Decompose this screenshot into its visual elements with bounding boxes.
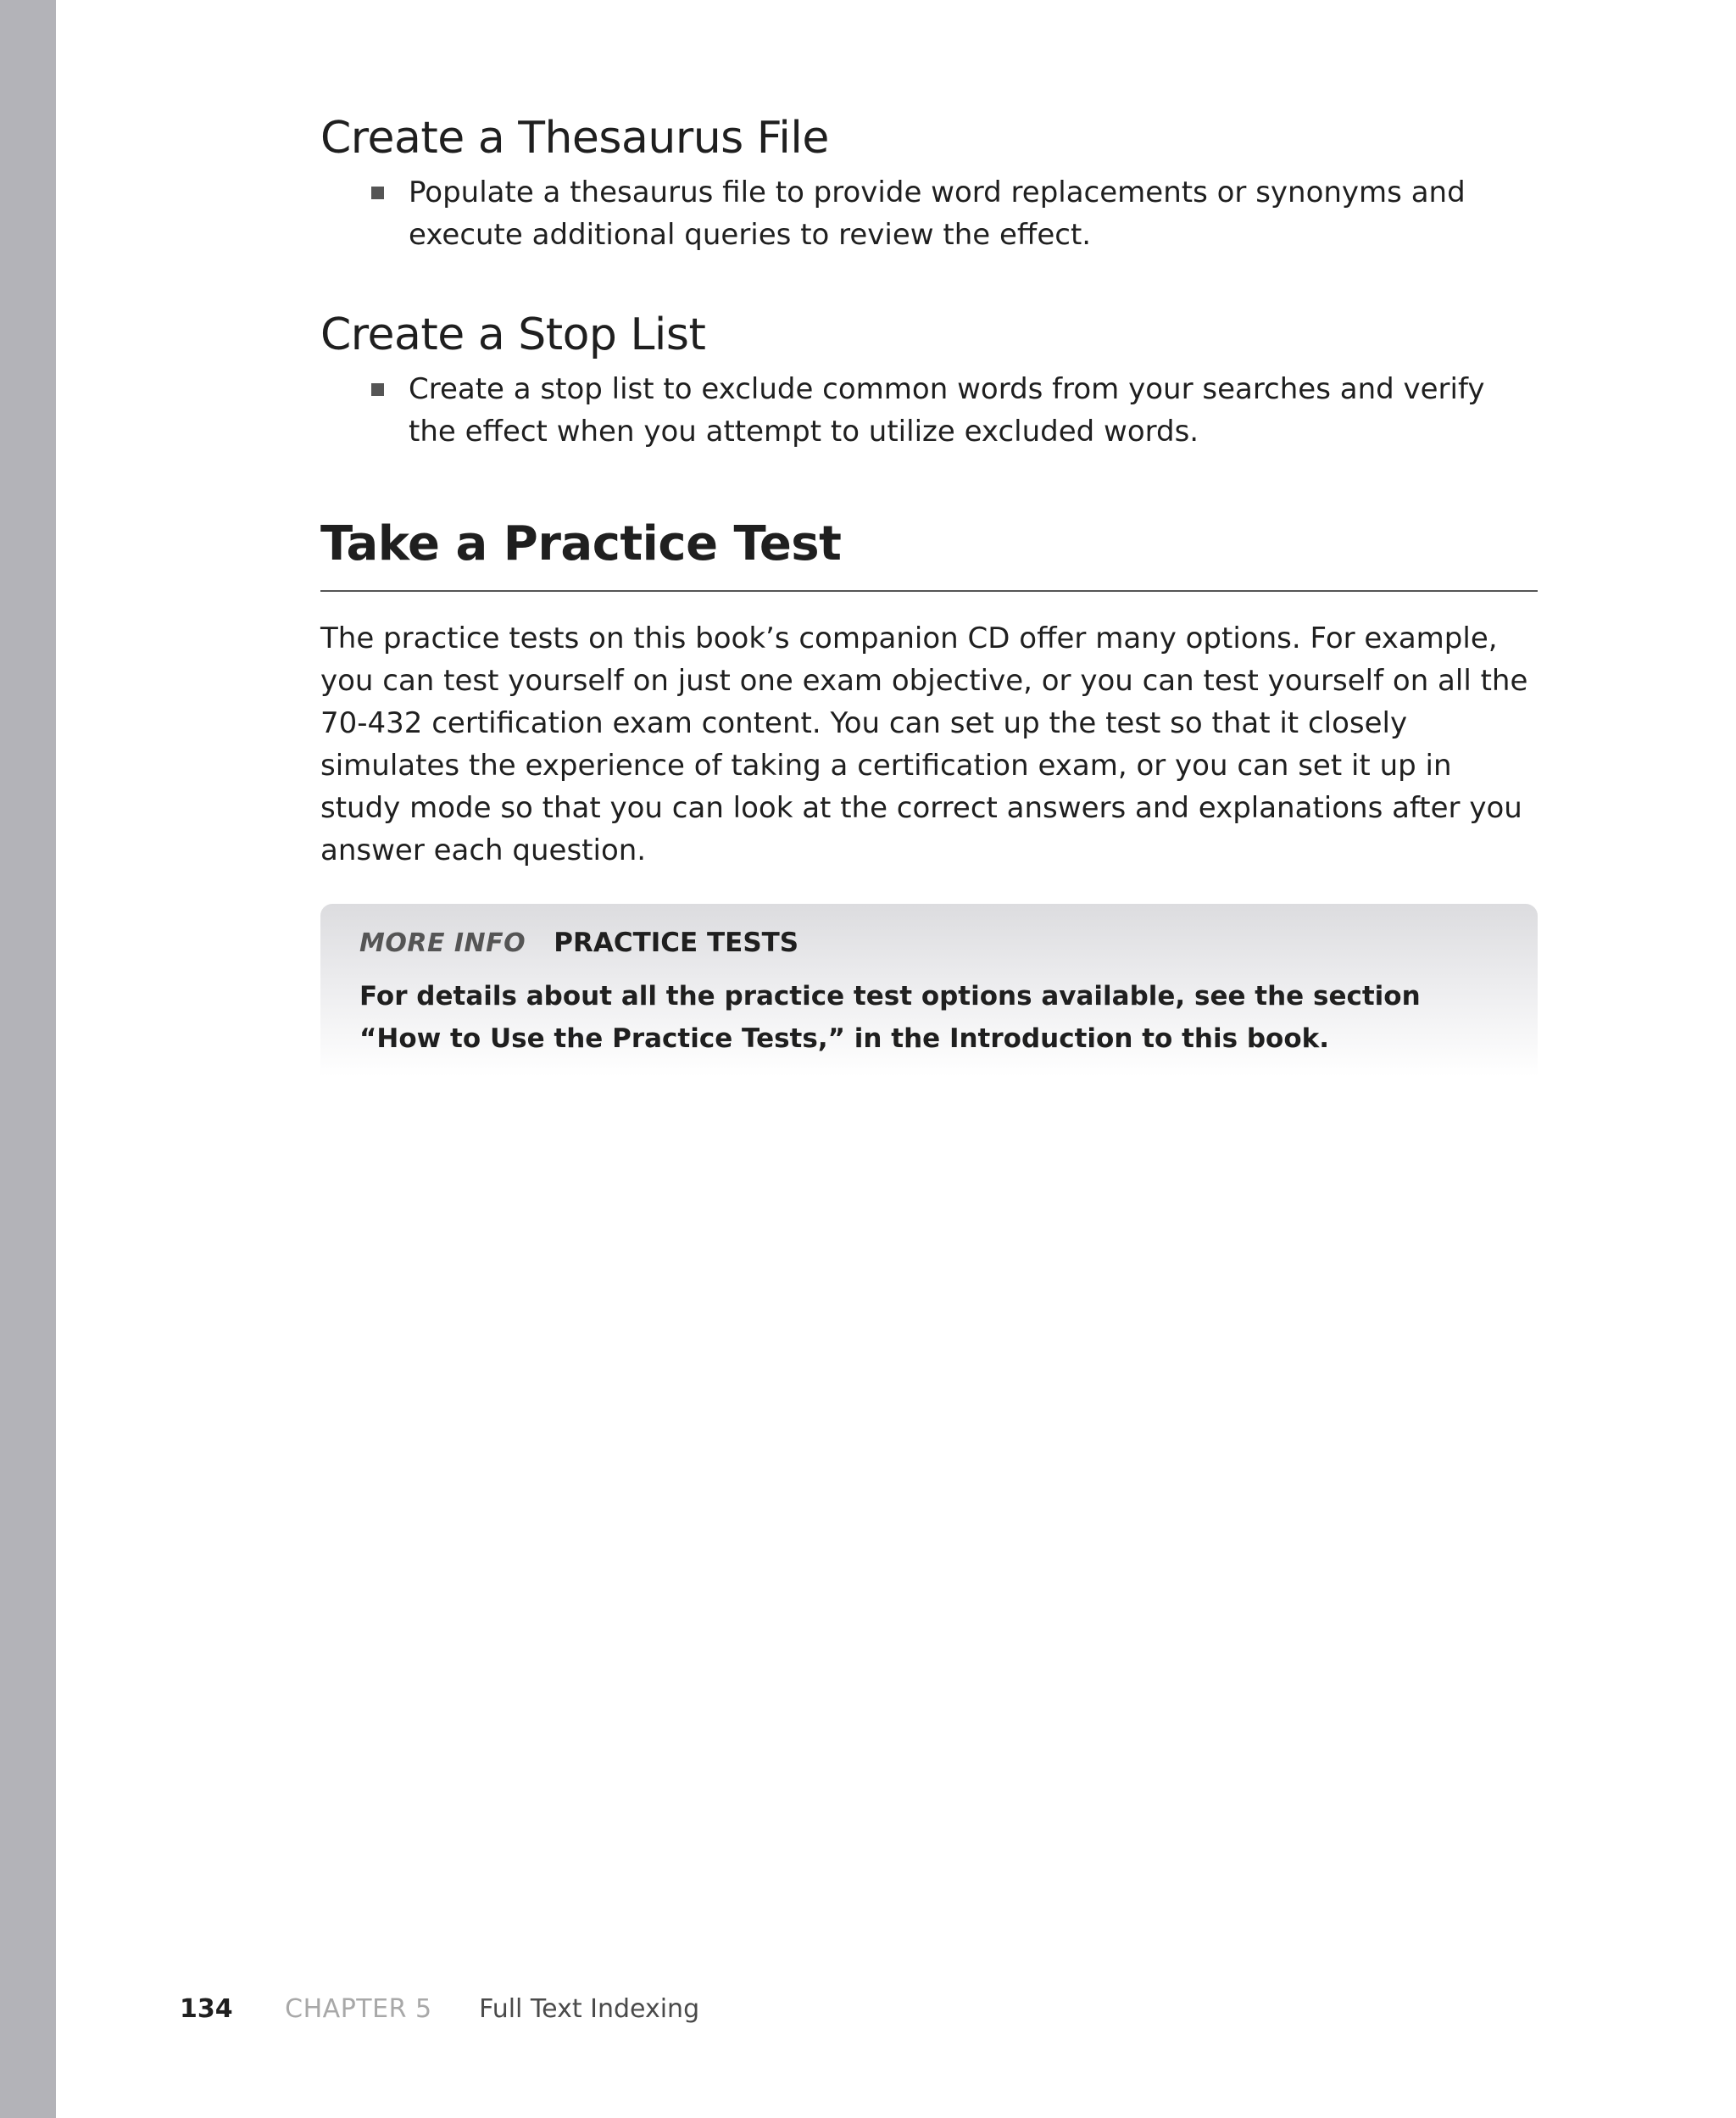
section-stop-list xyxy=(320,305,1538,453)
section-heading: Create a Stop List xyxy=(320,309,706,360)
chapter-label: CHAPTER 5 xyxy=(285,1994,432,2024)
list-item xyxy=(320,171,1538,256)
page-footer xyxy=(180,1991,699,2028)
more-info-title: PRACTICE TESTS xyxy=(554,928,799,958)
more-info-header xyxy=(359,924,1499,961)
bullet-list xyxy=(320,171,1538,256)
square-bullet-icon xyxy=(371,383,384,396)
heading-rule xyxy=(320,590,1538,592)
practice-test-paragraph: The practice tests on this book’s companion CD offer many options. For example, you can test yourself on just one exam objective, or you can test yourself on all the 70-432 certification exam content. You can set up the test so that it closely simulates the experience of taking a certification exam, or you can set it up in study mode so that you can look at the correct answers and explanations after you answer each question. xyxy=(320,621,1528,867)
more-info-box xyxy=(320,904,1538,1077)
page-number: 134 xyxy=(180,1994,233,2024)
bullet-text: Create a stop list to exclude common words from your searches and verify the effect when you attempt to utilize excluded words. xyxy=(409,372,1485,449)
bullet-text: Populate a thesaurus file to provide word replacements or synonyms and execute additional queries to review the effect. xyxy=(409,176,1466,252)
more-info-tag: MORE INFO xyxy=(359,928,526,958)
chapter-title: Full Text Indexing xyxy=(479,1994,700,2024)
section-heading: Create a Thesaurus File xyxy=(320,113,829,164)
square-bullet-icon xyxy=(371,187,384,199)
section-thesaurus xyxy=(320,109,1538,256)
bullet-list xyxy=(320,368,1538,453)
page-content xyxy=(320,109,1538,1077)
list-item xyxy=(320,368,1538,453)
page-edge-strip xyxy=(0,0,56,2118)
more-info-text: For details about all the practice test options available, see the section “How to Use the Practice Tests,” in the Introduction to this book. xyxy=(359,981,1421,1054)
practice-test-heading: Take a Practice Test xyxy=(320,516,842,571)
